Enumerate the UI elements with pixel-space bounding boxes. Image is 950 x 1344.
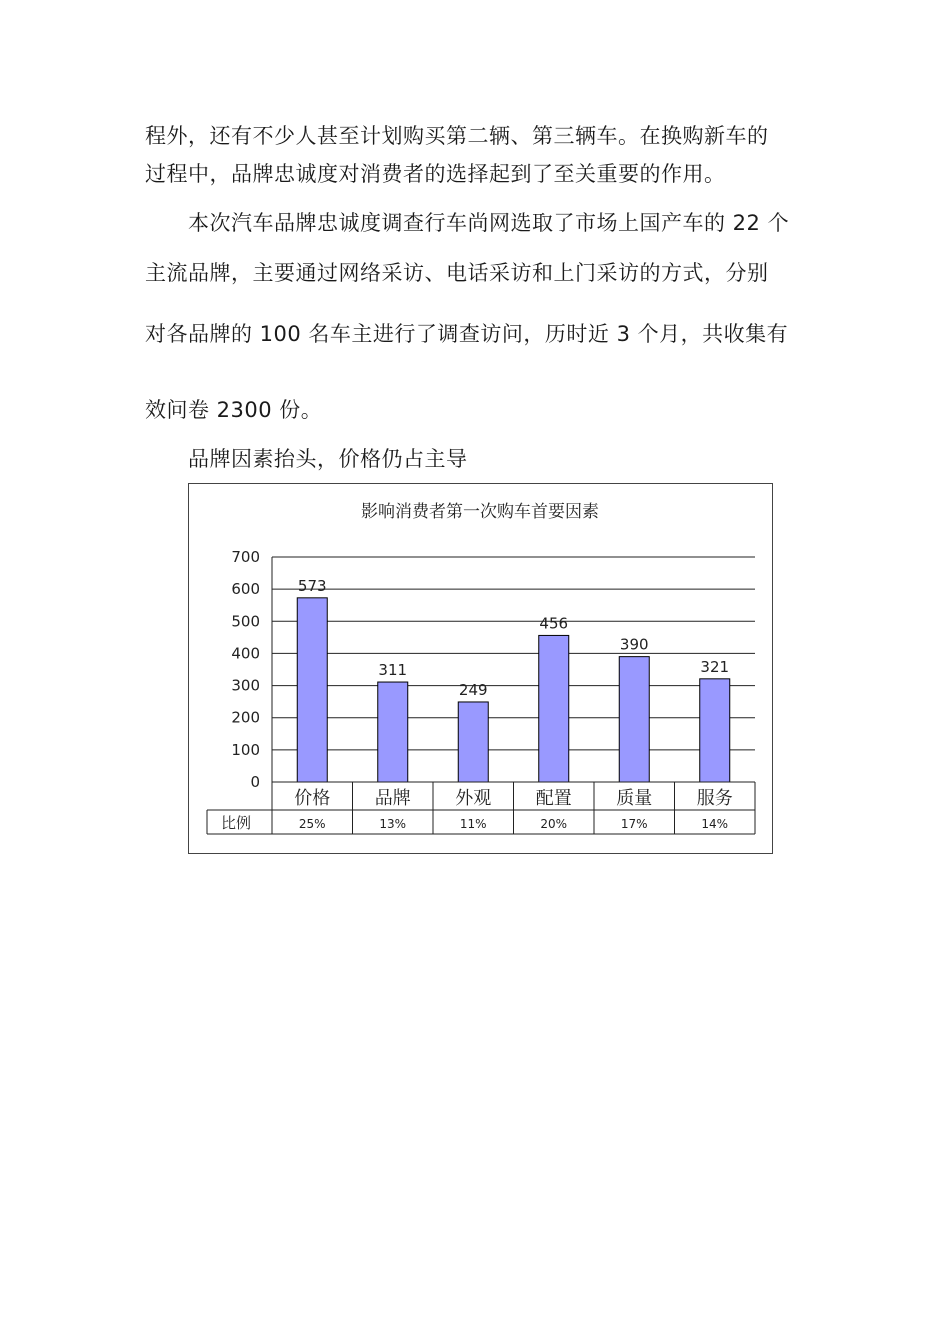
bars-layer: [297, 577, 730, 782]
bar: [458, 702, 488, 782]
bar: [297, 598, 327, 782]
bar: [378, 682, 408, 782]
x-category-label: 外观: [455, 788, 492, 809]
table-percent-cell: 25%: [298, 817, 326, 831]
paragraph-line-4: 主流品牌，主要通过网络采访、电话采访和上门采访的方式，分别: [145, 261, 769, 285]
table-percent-cell: 14%: [701, 817, 729, 831]
x-category-label: 配置: [535, 788, 572, 809]
paragraph-line-5: 对各品牌的 100 名车主进行了调查访问，历时近 3 个月，共收集有: [145, 322, 789, 346]
data-table: [207, 782, 755, 834]
y-tick-label: 400: [231, 644, 260, 663]
table-percent-cell: 17%: [620, 817, 648, 831]
y-tick-label: 300: [231, 676, 260, 695]
bar-value-label: 321: [700, 657, 730, 676]
y-tick-label: 100: [231, 740, 260, 759]
paragraph-line-1: 程外，还有不少人甚至计划购买第二辆、第三辆车。在换购新车的: [145, 124, 769, 148]
bar-value-label: 311: [378, 661, 408, 680]
table-row-label: 比例: [221, 814, 252, 832]
paragraph-line-2: 过程中，品牌忠诚度对消费者的选择起到了至关重要的作用。: [145, 162, 726, 186]
bar-value-label: 249: [458, 680, 488, 699]
x-category-label: 质量: [616, 788, 653, 809]
paragraph-line-6: 效问卷 2300 份。: [145, 398, 323, 422]
chart-title: 影响消费者第一次购车首要因素: [361, 502, 599, 522]
y-tick-label: 0: [250, 773, 260, 791]
table-percent-cell: 20%: [540, 817, 568, 831]
bar: [539, 635, 569, 782]
x-category-label: 品牌: [374, 788, 411, 809]
y-tick-label: 500: [231, 612, 260, 631]
table-percent-cell: 13%: [379, 817, 407, 831]
y-tick-label: 600: [231, 580, 260, 599]
paragraph-line-3: 本次汽车品牌忠诚度调查行车尚网选取了市场上国产车的 22 个: [188, 211, 790, 235]
bar-value-label: 390: [619, 635, 649, 654]
bar-chart: [188, 483, 773, 854]
chart-svg: [189, 484, 772, 853]
bar: [619, 657, 649, 782]
section-subheading: 品牌因素抬头，价格仍占主导: [188, 447, 468, 471]
bar: [700, 679, 730, 782]
y-tick-label: 200: [231, 708, 260, 727]
table-percent-cell: 11%: [459, 817, 487, 831]
bar-value-label: 573: [297, 576, 327, 595]
y-tick-label: 700: [231, 548, 260, 566]
x-category-label: 价格: [294, 788, 331, 809]
x-category-label: 服务: [696, 788, 733, 809]
bar-value-label: 456: [539, 614, 569, 633]
